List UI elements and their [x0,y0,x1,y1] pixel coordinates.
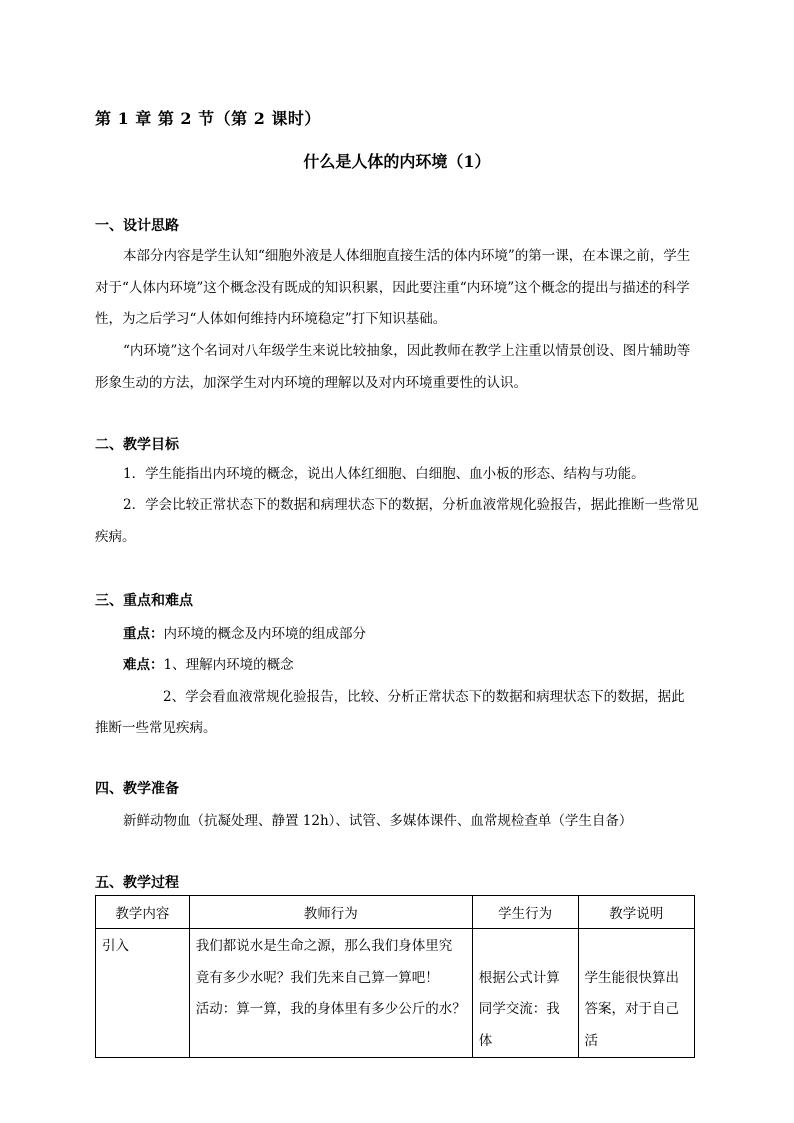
key-point-line [123,622,366,642]
section-heading-process: 五、教学过程 [95,875,179,891]
goal-item-1: 1．学生能指出内环境的概念，说出人体红细胞、白细胞、血小板的形态、结构与功能。 [123,466,645,482]
table-header-row [96,896,695,929]
teacher-line: 我们都说水是生命之源，那么我们身体里究 [195,938,453,954]
preparation-text: 新鲜动物血（抗凝处理、静置 12h）、试管、多媒体课件、血常规检查单（学生自备） [123,813,633,829]
design-paragraph-1: 本部分内容是学生认知“细胞外液是人体细胞直接生活的体内环境”的第一课，在本课之前，学生对于“人体内环境”这个概念没有既成的知识积累，因此要注重“内环境”这个概念的提出与描述的科学性，为之后学习“人体如何维持内环境稳定”打下知识基础。 [95,248,691,327]
section-heading-design: 一、设计思路 [95,218,179,234]
teacher-line: 竟有多少水呢？我们先来自己算一算吧！ [195,969,439,986]
section-heading-keypoints: 三、重点和难点 [95,593,193,609]
cell-student [472,929,578,1058]
difficulty-line-1 [123,653,294,673]
note-line: 答案，对于自己活 [584,1001,680,1049]
difficulty-text-2b: 推断一些常见疾病。 [95,720,217,736]
section-heading-goals: 二、教学目标 [95,437,179,453]
student-line: 同学交流：我体 [478,1001,560,1049]
header-student: 学生行为 [472,896,578,929]
header-content: 教学内容 [96,896,190,929]
process-table [95,895,695,1058]
table-row [96,929,695,1058]
difficulty-text-2a: 2、学会看血液常规化验报告，比较、分析正常状态下的数据和病理状态下的数据，据此 [163,689,685,705]
cell-content-text: 引入 [102,938,129,954]
section-heading-preparation: 四、教学准备 [95,781,179,797]
cell-note [578,929,694,1058]
goal-item-2: 2．学会比较正常状态下的数据和病理状态下的数据，分析血液常规化验报告，据此推断一些常见疾病。 [95,497,699,545]
key-point-text: 内环境的概念及内环境的组成部分 [163,626,366,642]
cell-content [96,929,190,1058]
lesson-title: 什么是人体的内环境（1） [303,152,491,171]
key-point-label: 重点： [123,626,164,642]
design-paragraph-2: “内环境”这个名词对八年级学生来说比较抽象，因此教师在教学上注重以情景创设、图片辅助等形象生动的方法，加深学生对内环境的理解以及对内环境重要性的认识。 [95,343,691,391]
student-line [479,931,572,963]
note-line: 学生能很快算出 [584,969,680,986]
chapter-heading: 第 1 章 第 2 节（第 2 课时） [95,109,321,128]
cell-teacher [189,929,472,1058]
student-line: 根据公式计算 [478,969,560,986]
difficulty-label: 难点： [123,657,164,673]
header-teacher: 教师行为 [189,896,472,929]
header-note: 教学说明 [578,896,694,929]
teacher-line: 活动：算一算，我的身体里有多少公斤的水？ [195,1001,466,1017]
note-line [585,931,688,963]
difficulty-text-1: 1、理解内环境的概念 [163,657,294,673]
